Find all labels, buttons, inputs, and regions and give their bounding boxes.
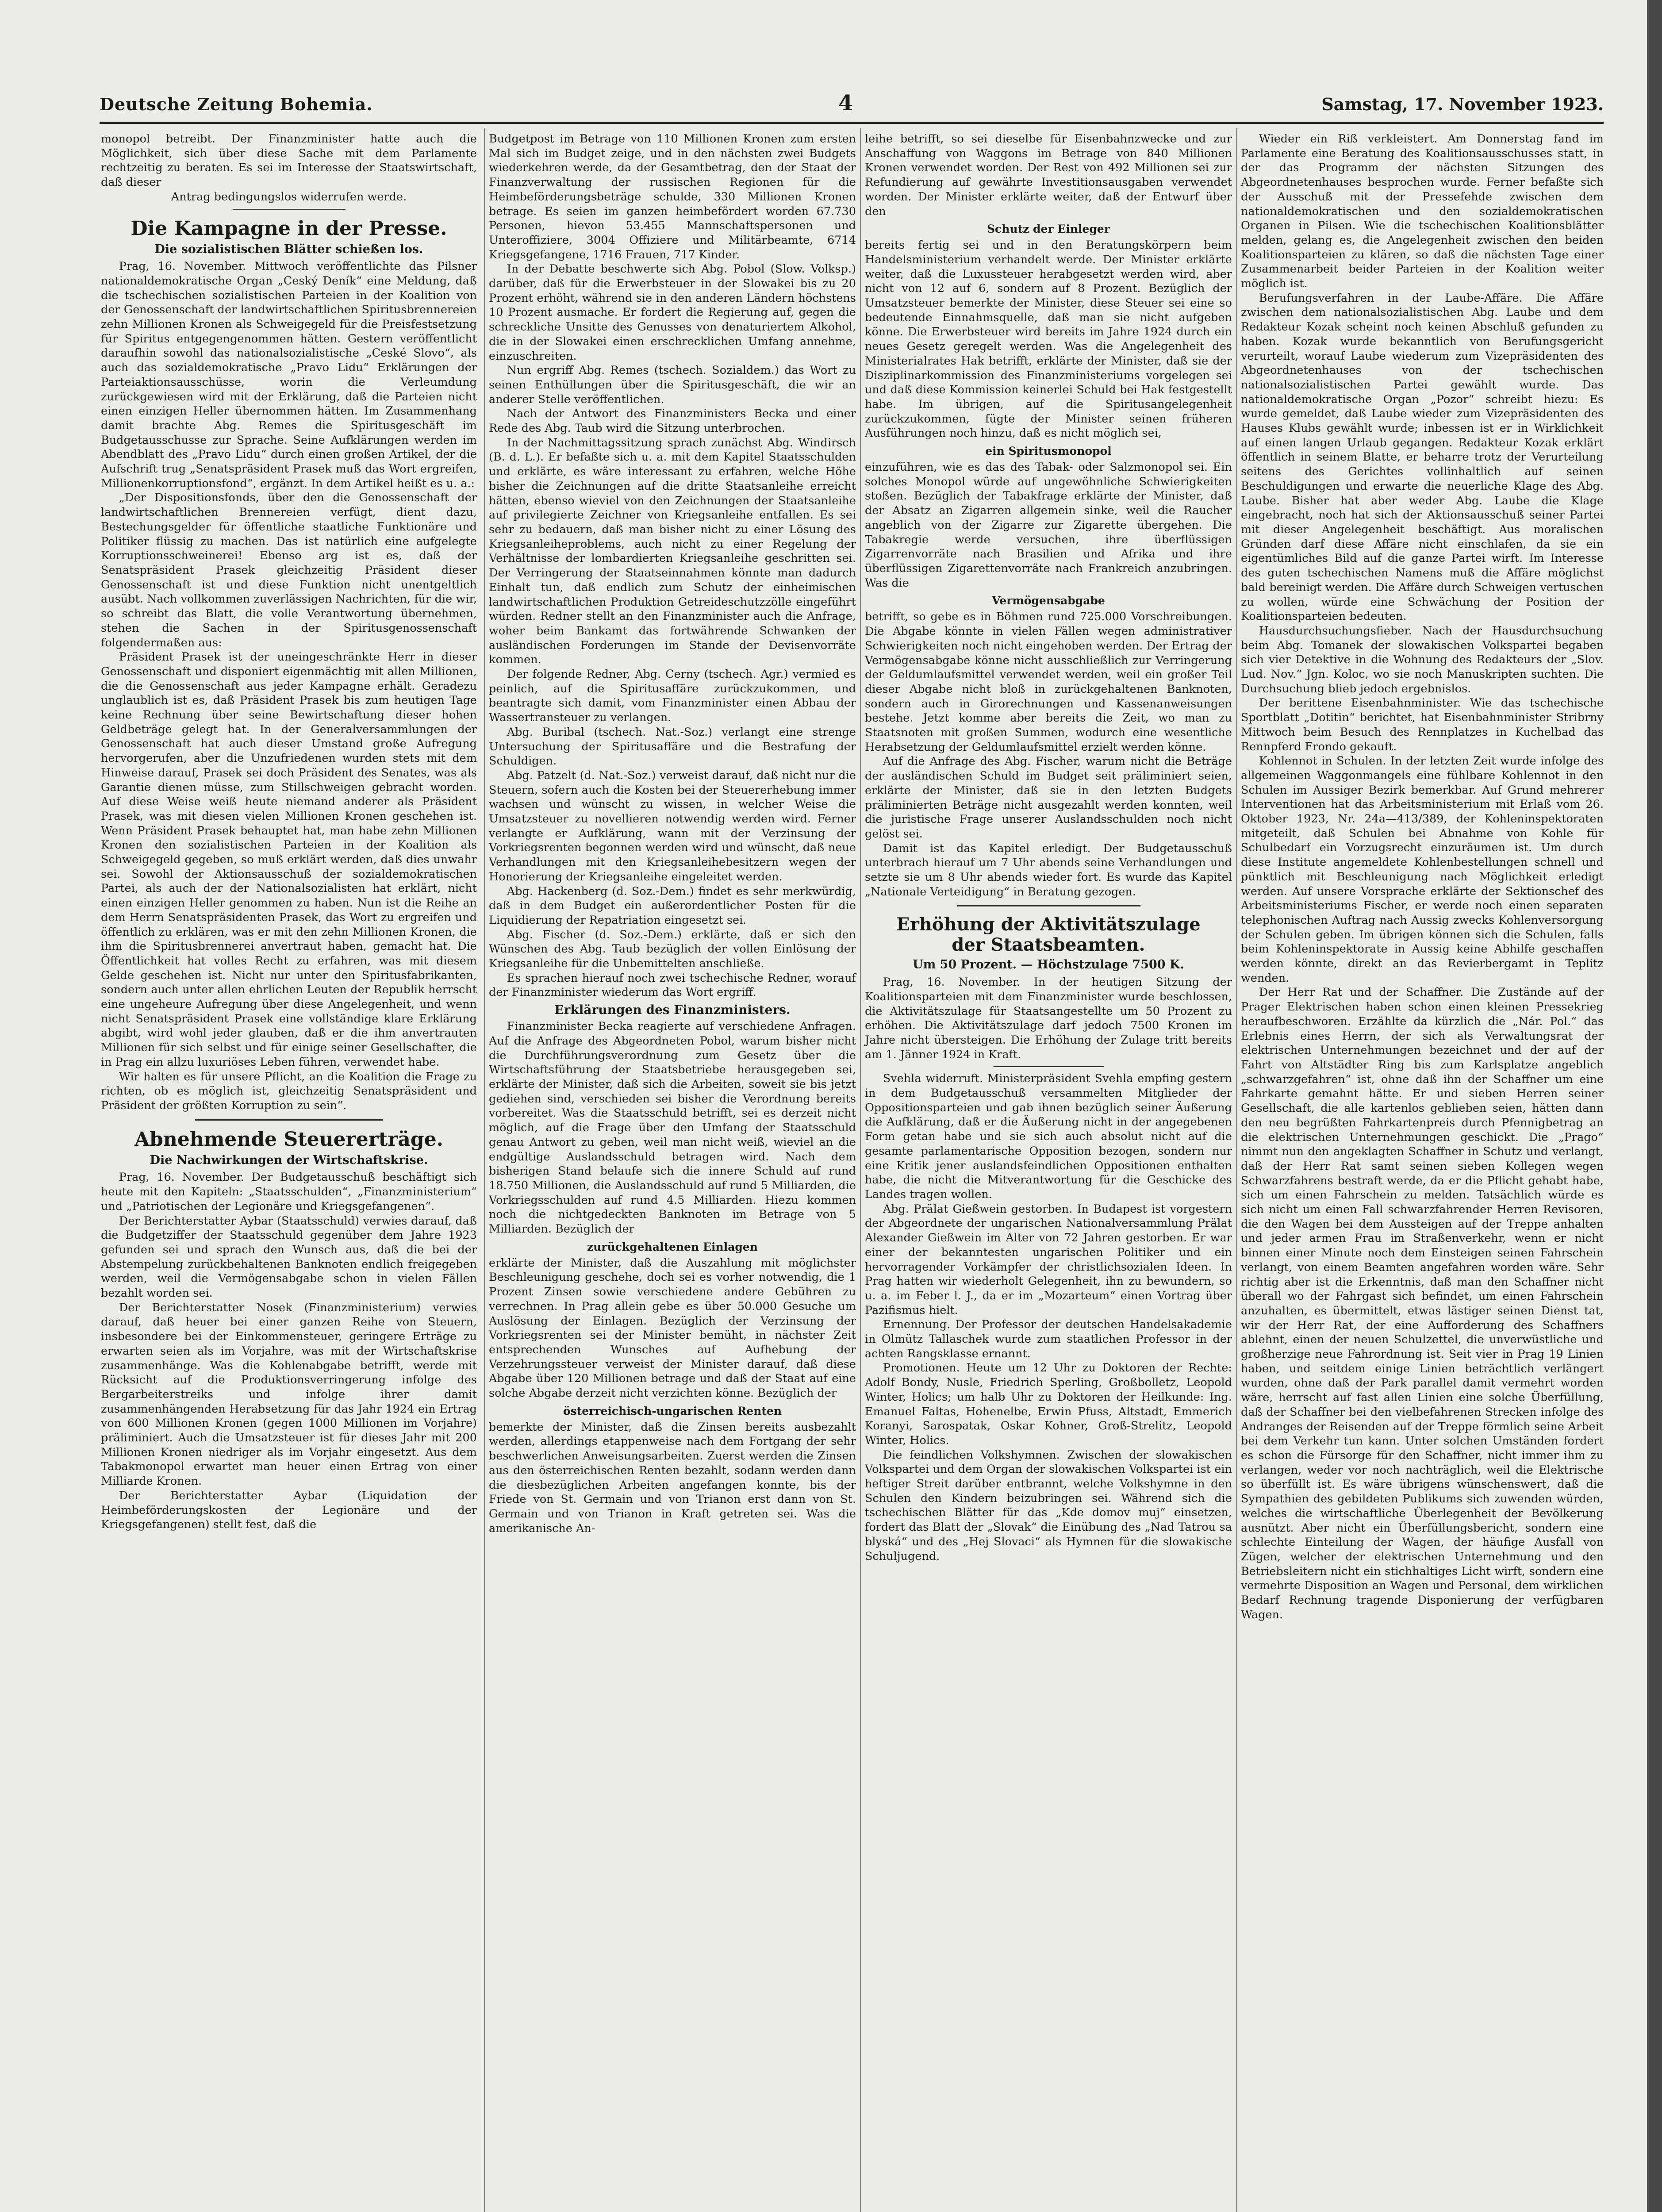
paragraph: Der Berichterstatter Aybar (Staatsschuld) verwies darauf, daß die Budgetziffer der Staatsschuld gegenüber dem Jahre 1923 gefunden sei und sprach den Wunsch aus, daß die bei der Abstempelung zurückbehaltenen Banknoten endlich freigegeben werden, weil die Vermögensabgabe schon in vielen Fällen bezahlt worden sei. — [101, 1214, 477, 1300]
paragraph: Wir halten es für unsere Pflicht, an die Koalition die Frage zu richten, ob es möglich ist, gleichzeitig Senatspräsident und Präsident der größten Korruption zu sein“. — [101, 1070, 477, 1112]
divider — [195, 1119, 383, 1121]
paragraph: Der Berichterstatter Aybar (Liquidation der Heimbeförderungskosten der Legionäre und der Kriegsgefangenen) stellt fest, daß die — [101, 1489, 477, 1532]
subheadline: Um 50 Prozent. — Höchstzulage 7500 K. — [913, 958, 1184, 972]
paragraph: Svehla widerruft. Ministerpräsident Svehla empfing gestern in dem Budgetausschuß versammelten Mitglieder der Oppositionsparteien und gab ihnen bezüglich seiner Äußerung die Aufklärung, daß er die Äußerung nicht in der angegebenen Form getan habe und sie sich auch absolut nicht auf die gesamte parlamentarische Opposition bezogen, sondern nur eine Kritik jener auslandsfeindlichen Oppositionen enthalten habe, die nicht die Mitverantwortung für die Geschicke des Landes tragen wollen. — [865, 1072, 1232, 1201]
paragraph: erklärte der Minister, daß die Auszahlung mit möglichster Beschleunigung geschehe, doch sei es vorher notwendig, die 1 Prozent Zinsen sowie verschiedene andere Gebühren zu verrechnen. In Prag allein gebe es über 50.000 Gesuche um Auslösung der Einlagen. Bezüglich der Verzinsung der Vorkriegsrenten sei der Minister bemüht, in nächster Zeit entsprechenden Wunsches auf Aufhebung der Verzehrungssteuer verweist der Minister darauf, daß diese Abgabe über 120 Millionen betrage und daß der Staat auf eine solche Abgabe derzeit nicht verzichten könne. Bezüglich der — [489, 1256, 856, 1400]
paragraph: bemerkte der Minister, daß die Zinsen bereits ausbezahlt werden, allerdings etappenweise nach dem Fortgang der sehr beschwerlichen Anweisungsarbeiten. Zuerst werden die Zinsen aus den österreichischen Renten bezahlt, sodann werden dann die diesbezüglichen Arbeiten angefangen konnte, bis der Friede von St. Germain und von Trianon erst dann von St. Germain und von Trianon in Kraft getreten sei. Was die amerikanische An- — [489, 1420, 856, 1535]
masthead-title: Deutsche Zeitung Bohemia. — [100, 94, 373, 114]
paragraph: In der Debatte beschwerte sich Abg. Pobol (Slow. Volksp.) darüber, daß für die Erwerbsteuer in der Slowakei bis zu 20 Prozent erhöht, während sie in den anderen Ländern höchstens 10 Prozent ausmache. Er fordert die Regierung auf, gegen die schreckliche Unsitte des Genusses von denaturiertem Alkohol, die in der Slowakei einen erschrecklichen Umfang annehme, einzuschreiten. — [489, 262, 856, 363]
paragraph: Antrag bedingungslos widerrufen werde. — [171, 190, 407, 204]
subsection-heading: Schutz der Einleger — [986, 223, 1110, 236]
divider — [994, 1066, 1104, 1067]
paragraph: Kohlennot in Schulen. In der letzten Zeit wurde infolge des allgemeinen Waggonmangels eine fühlbare Kohlennot in den Schulen im Aussiger Bezirk bemerkbar. Auf Grund mehrerer Interventionen hat das Arbeitsministerium mit Erlaß vom 26. Oktober 1923, Nr. 24a—413/389, der Kohleninspektoraten mitgeteilt, daß Schulen bei Abnahme von Kohle für Schulbedarf ein Vorzugsrecht einzuräumen ist. Um durch diese Institute angemeldete Kohlenbestellungen schnell und pünktlich mit Beschleunigung nach Möglichkeit erledigt werden. Auf unsere Vorsprache erklärte der Sektionschef des Arbeitsministeriums Fischer, er werde noch einen separaten telephonischen Auftrag nach Aussig zwecks Kohlenversorgung der Schulen geben. Im übrigen können sich die Schulen, falls beim Kohleninspektorate in Aussig keine Abhilfe geschaffen werden könnte, direkt an das Revierbergamt in Teplitz wenden. — [1241, 754, 1604, 985]
column-2 — [489, 132, 856, 1536]
paragraph: Der berittene Eisenbahnminister. Wie das tschechische Sportblatt „Dotitin“ berichtet, hat Eisenbahnminister Stribrny Mittwoch beim Besuch des Rennplatzes in Kuchelbad das Rennpferd Frondo gekauft. — [1241, 696, 1604, 753]
paragraph: bereits fertig sei und in den Beratungskörpern beim Handelsministerium verhandelt werde. Der Minister erklärte weiter, daß die Luxussteuer herabgesetzt werden wird, aber nicht von 12 auf 6, sondern auf 8 Prozent. Bezüglich der Umsatzsteuer bemerkte der Minister, diese Steuer sei eine so bedeutende Einnahmsquelle, daß man sie nicht aufgeben könne. Die Erwerbsteuer wird bereits im Jahre 1924 durch ein neues Gesetz geregelt werden. Was die Angelegenheit des Ministerialrates Hak betrifft, erklärte der Minister, daß sie der Disziplinarkommission des Finanzministeriums vorgelegen sei und daß diese Kommission keinerlei Schuld bei Hak festgestellt habe. Im übrigen, auf die Spiritusangelegenheit zurückzukommen, fügte der Minister seinen früheren Ausführungen noch hinzu, daß es nicht möglich sei, — [865, 238, 1232, 440]
paragraph: Hausdurchsuchungsfieber. Nach der Hausdurchsuchung beim Abg. Tomanek der slowakischen Volkspartei begaben sich vier Detektive in die Wohnung des Redakteurs der „Slov. Lud. Nov.“ Jgn. Koloc, wo sie noch Manuskripten suchten. Die Durchsuchung blieb jedoch ergebnislos. — [1241, 624, 1604, 695]
paragraph: Nun ergriff Abg. Remes (tschech. Sozialdem.) das Wort zu seinen Enthüllungen über die Spiritusgeschäft, die wir an anderer Stelle veröffentlichen. — [489, 364, 856, 406]
paragraph: Nach der Antwort des Finanzministers Becka und einer Rede des Abg. Taub wird die Sitzung unterbrochen. — [489, 407, 856, 435]
paragraph: Abg. Fischer (d. Soz.-Dem.) erklärte, daß er sich den Wünschen des Abg. Taub bezüglich der vollen Einlösung der Kriegsanleihe für die Unbemittelten anschließe. — [489, 928, 856, 971]
paragraph: leihe betrifft, so sei dieselbe für Eisenbahnzwecke und zur Anschaffung von Waggons im Betrage von 840 Millionen Kronen verwendet worden. Der Rest von 492 Millionen sei zur Refundierung auf gewährte Investitionsausgaben verwendet worden. Der Minister erklärte weiter, daß der Entwurf über den — [865, 132, 1232, 218]
headline: Die Kampagne in der Presse. — [131, 217, 447, 240]
subsection-heading: zurückgehaltenen Einlagen — [587, 1240, 758, 1253]
paragraph: Abg. Buribal (tschech. Nat.-Soz.) verlangt eine strenge Untersuchung der Spiritusaffäre und die Bestrafung der Schuldigen. — [489, 725, 856, 768]
paragraph: Abg. Prälat Gießwein gestorben. In Budapest ist vorgestern der Abgeordnete der ungarischen Nationalversammlung Prälat Alexander Gießwein im Alter von 72 Jahren gestorben. Er war einer der bekanntesten ungarischen Politiker und ein hervorragender Vorkämpfer der christlichsozialen Ideen. In Prag hatten wir wiederholt Gelegenheit, ihn zu bewundern, so u. a. im Feber l. J., da er im „Mozarteum“ einen Vortrag über Pazifismus hielt. — [865, 1202, 1232, 1317]
issue-date: Samstag, 17. November 1923. — [1321, 94, 1604, 114]
column-rule — [860, 128, 861, 2212]
paragraph: Abg. Hackenberg (d. Soz.-Dem.) findet es sehr merkwürdig, daß in dem Budget ein außerordentlicher Posten für die Liquidierung der Repatriation eingesetzt sei. — [489, 884, 856, 927]
paragraph: Budgetpost im Betrage von 110 Millionen Kronen zum ersten Mal sich im Budget zeige, und in den nächsten zwei Budgets wiederkehren werde, da der Gesamtbetrag, den der Staat der Finanzverwaltung der russischen Regionen für die Heimbeförderungsbeträge schulde, 330 Millionen Kronen betrage. Es seien im ganzen heimbefördert worden 67.730 Personen, hievon 53.455 Mannschaftspersonen und Unteroffiziere, 3004 Offiziere und Militärbeamte, 6714 Kriegsgefangene, 1716 Frauen, 717 Kinder. — [489, 132, 856, 261]
column-rule — [1236, 128, 1237, 2212]
paragraph: monopol betreibt. Der Finanzminister hatte auch die Möglichkeit, sich über diese Sache mit dem Parlamente rechtzeitig zu beraten. Es sei im Interesse der Staatswirtschaft, daß dieser — [101, 132, 477, 189]
paragraph: Der folgende Redner, Abg. Cerny (tschech. Agr.) vermied es peinlich, auf die Spiritusaffäre zurückzukommen, und beantragte sich damit, vom Finanzminister einen Abbau der Wassertransteuer zu verlangen. — [489, 668, 856, 725]
column-rule — [484, 128, 485, 2212]
paragraph: Prag, 16. November. Mittwoch veröffentlichte das Pilsner nationaldemokratische Organ „Ceský Deník“ eine Meldung, daß die tschechischen sozialistischen Parteien in der Koalition von der Genossenschaft der landwirtschaftlichen Spiritusbrennereien zehn Millionen Kronen als Schweigegeld für die Preisfestsetzung für Spiritus entgegengenommen hätten. Gestern veröffentlicht daraufhin sowohl das nationalsozialistische „Ceské Slovo“, als auch das sozialdemokratische „Pravo Lidu“ Erklärungen der Parteiaktionsausschüsse, worin die Verleumdung zurückgewiesen wird mit der Erklärung, daß die Parteien nicht einen einzigen Heller übernommen hätten. Im Zusammenhang damit brachte Abg. Remes die Spiritusgeschäft im Budgetausschusse zur Sprache. Seine Aufklärungen werden im Abendblatt des „Pravo Lidu“ durch einen großen Artikel, der die Aufschrift trug „Senatspräsident Prasek muß das Wort ergreifen, Millionenkorruptionsfond“, ergänzt. In dem Artikel heißt es u. a.: — [101, 260, 477, 490]
paragraph: einzuführen, wie es das des Tabak- oder Salzmonopol sei. Ein solches Monopol würde auf ungewöhnliche Schwierigkeiten stoßen. Bezüglich der Tabakfrage erklärte der Minister, daß der Absatz an Zigarren allgemein sinke, weil die Raucher angeblich von der Zigarre zur Zigarette übergehen. Die Tabakregie werde versuchen, ihre überflüssigen Zigarrenvorräte nach Brasilien und Afrika und ihre überflüssigen Zigarettenvorräte nach Frankreich anzubringen. Was die — [865, 461, 1232, 590]
paragraph: Es sprachen hierauf noch zwei tschechische Redner, worauf der Finanzminister wiederum das Wort ergriff. — [489, 971, 856, 999]
page-number: 4 — [838, 91, 853, 115]
paragraph: Ernennung. Der Professor der deutschen Handelsakademie in Olmütz Tallaschek wurde zum staatlichen Professor in der achten Rangsklasse ernannt. — [865, 1318, 1232, 1360]
headline: der Staatsbeamten. — [952, 934, 1145, 956]
scan-edge — [1647, 0, 1662, 2212]
column-3 — [865, 132, 1232, 1563]
headline: Abnehmende Steuererträge. — [134, 1128, 444, 1151]
paragraph: Präsident Prasek ist der uneingeschränkte Herr in dieser Genossenschaft und disponiert eigenmächtig mit allen Millionen, die die Genossenschaft aus jeder Kampagne erhält. Geradezu unglaublich ist es, daß Präsident Prasek bis zum heutigen Tage keine Rechnung über seine Bewirtschaftung dieser hohen Geldbeträge gelegt hat. In der Generalversammlungen der Genossenschaft hat auch dieser Umstand große Aufregung hervorgerufen, aber die Unzufriedenen wurden stets mit dem Hinweise darauf, Prasek sei doch Präsident des Senates, was als Garantie dienen müsse, zum Stillschweigen gebracht worden. Auf diese Weise weiß heute niemand anderer als Präsident Prasek, was mit diesen vielen Millionen Kronen geschehen ist. Wenn Präsident Prasek behauptet hat, man habe zehn Millionen Kronen den sozialistischen Parteien in der Koalition als Schweigegeld gegeben, so muß erklärt werden, daß dies unwahr sei. Sowohl der Aktionsausschuß der sozialdemokratischen Partei, als auch der der Nationalsozialisten hat erklärt, nicht einen einzigen Heller genommen zu haben. Nun ist die Reihe an dem Herrn Senatspräsidenten Prasek, das Wort zu ergreifen und öffentlich zu erklären, was er mit den zehn Millionen Kronen, die ihm die Spiritusbrennerei anvertraut haben, gemacht hat. Die Öffentlichkeit hat volles Recht zu erfahren, was mit diesem Gelde geschehen ist. Nicht nur unter den Spiritusfabrikanten, sondern auch unter allen ehrlichen Leuten der Republik herrscht eine ungeheure Aufregung über diese Angelegenheit, und wenn nicht Senatspräsident Prasek eine vollständige klare Erklärung abgibt, wird wohl jeder glauben, daß er die ihm anvertrauten Millionen für sich selbst und für einige seiner Gesellschafter, die in Prag ein allzu luxuriöses Leben führen, verwendet habe. — [101, 650, 477, 1069]
headline: Erhöhung der Aktivitätszulage — [896, 914, 1201, 935]
paragraph: Abg. Patzelt (d. Nat.-Soz.) verweist darauf, daß nicht nur die Steuern, sofern auch die Kosten bei der Steuererhebung immer wachsen und wünscht zu wissen, in welcher Weise die Umsatzsteuer zu novellieren notwendig werden wird. Ferner verlangte er Aufklärung, wann mit der Verzinsung der Vorkriegsrenten begonnen werden wird und wünscht, daß neue Verhandlungen mit den Kriegsanleihebesitzern wegen der Honorierung der Kriegsanleihe eingeleitet werden. — [489, 768, 856, 883]
paragraph: Auf die Anfrage des Abg. Fischer, warum nicht die Beträge der ausländischen Schuld im Budget seit präliminiert seien, erklärte der Minister, daß sie in den letzten Budgets präliminierten Beträge nicht ausgezahlt werden konnten, weil die juristische Frage unserer Auslandsschulden noch nicht gelöst sei. — [865, 755, 1232, 841]
paragraph: Prag, 16. November. In der heutigen Sitzung der Koalitionsparteien mit dem Finanzminister wurde beschlossen, die Aktivitätszulage für Staatsangestellte um 50 Prozent zu erhöhen. Die Aktivitätszulage darf jedoch 7500 Kronen im Jahre nicht übersteigen. Die Erhöhung der Zulage tritt bereits am 1. Jänner 1924 in Kraft. — [865, 975, 1232, 1061]
paragraph: Wieder ein Riß verkleistert. Am Donnerstag fand im Parlamente eine Beratung des Koalitionsausschusses statt, in der das Programm der nächsten Sitzungen des Abgeordnetenhauses besprochen wurde. Ferner befaßte sich der Ausschuß mit der Pressefehde zwischen dem nationaldemokratischen und den sozialdemokratischen Organen in Pilsen. Wie die tschechischen Koalitionsblätter melden, gelang es, die Angelegenheit zwischen den beiden Koalitionsparteien zu klären, so daß die nächsten Tage einer Zusammenarbeit beider Parteien in der Koalition weiter möglich ist. — [1241, 132, 1604, 291]
subsection-heading: ein Spiritusmonopol — [985, 445, 1112, 458]
paragraph: Promotionen. Heute um 12 Uhr zu Doktoren der Rechte: Adolf Bondy, Nusle, Friedrich Sperling, Großbolletz, Leopold Winter, Holics; um halb Uhr zu Doktoren der Heilkunde: Ing. Emanuel Faltas, Hohenelbe, Erwin Pfuss, Altstadt, Emmerich Koranyi, Sarospatak, Oskar Kohner, Groß-Strelitz, Leopold Winter, Holics. — [865, 1361, 1232, 1447]
paragraph: „Der Dispositionsfonds, über den die Genossenschaft der landwirtschaftlichen Brennereien verfügt, dient dazu, Bestechungsgelder für öffentliche staatliche Funktionäre und Politiker flüssig zu machen. Das ist natürlich eine aufgelegte Korruptionsschweinerei! Ebenso arg ist es, daß der Senatspräsident Prasek gleichzeitig Präsident dieser Genossenschaft ist und diese Funktion nicht unentgeltlich ausübt. Nach vollkommen zuverlässigen Nachrichten, für die wir, so schreibt das Blatt, die volle Verantwortung übernehmen, stehen die Sachen in der Spiritusgenossenschaft folgendermaßen aus: — [101, 491, 477, 649]
paragraph: Berufungsverfahren in der Laube-Affäre. Die Affäre zwischen dem nationalsozialistischen Abg. Laube und dem Redakteur Kozak scheint noch keinen Abschluß gefunden zu haben. Kozak wurde bekanntlich von Berufungsgericht verurteilt, worauf Laube wiederum zum Vizepräsidenten des Abgeordnetenhauses von der tschechischen nationalsozialistischen Partei gewählt wurde. Das nationaldemokratische Organ „Pozor“ schreibt hiezu: Es wurde gemeldet, daß Laube wieder zum Vizepräsidenten des Hauses Klubs gewählt wurde; inbessen ist er in Wirklichkeit auf einen langen Urlaub gegangen. Redakteur Kozak erklärt öffentlich in seinem Blatte, er beharre trotz der Verurteilung seitens des Gerichtes vollinhaltlich auf seinen Beschuldigungen und erwarte die neuerliche Klage des Abg. Laube. Bisher hat aber weder Abg. Laube die Klage eingebracht, noch hat sich der Aktionsausschuß seiner Partei mit dieser Angelegenheit beschäftigt. Aus moralischen Gründen darf diese Affäre nicht einschlafen, da sie ein eigentümliches Bild auf die ganze Partei wirft. Im Interesse des guten tschechischen Namens muß die Affäre möglichst bald bereinigt werden. Die Affäre durch Schweigen vertuschen zu wollen, würde eine Schwächung der Position der Koalitionsparteien bedeuten. — [1241, 291, 1604, 623]
paragraph: Prag, 16. November. Der Budgetausschuß beschäftigt sich heute mit den Kapiteln: „Staatsschulden“, „Finanzministerium“ und „Patriotischen der Legionäre und Kriegsgefangenen“. — [101, 1171, 477, 1213]
paragraph: In der Nachmittagssitzung sprach zunächst Abg. Windirsch (B. d. L.). Er befaßte sich u. a. mit dem Kapitel Staatsschulden und erklärte, es wäre interessant zu erfahren, welche Höhe bisher die Zeichnungen auf die dritte Staatsanleihe erreicht hätten, ebenso wieviel von den Zeichnungen der Staatsanleihe auf privilegierte Zeichner von Kriegsanleihe entfallen. Es sei sehr zu bedauern, daß man bisher nicht zu einer Lösung des Kriegsanleiheproblems, auch nicht zu einer Regelung der Verhältnisse der lombardierten Kriegsanleihe geschritten sei. Der Verringerung der Staatseinnahmen könnte man dadurch Einhalt tun, daß endlich zum Schutz der einheimischen landwirtschaftlichen Produktion Getreideschutzzölle eingeführt würden. Redner stellt an den Finanzminister auch die Anfrage, woher beim Bankamt das fortwährende Schwanken der ausländischen Forderungen im Stande der Devisenvorräte kommen. — [489, 436, 856, 667]
subheadline: Die Nachwirkungen der Wirtschaftskrise. — [150, 1153, 428, 1167]
paragraph: Damit ist das Kapitel erledigt. Der Budgetausschuß unterbrach hierauf um 7 Uhr abends seine Verhandlungen und setzte sie um 8 Uhr abends wieder fort. Es wurde das Kapitel „Nationale Verteidigung“ in Beratung gezogen. — [865, 841, 1232, 899]
paragraph: Finanzminister Becka reagierte auf verschiedene Anfragen. Auf die Anfrage des Abgeordneten Pobol, warum bisher nicht die Durchführungsverordnung zum Gesetz über die Wirtschaftsführung der Staatsbetriebe herausgegeben sei, erklärte der Minister, daß sich die Arbeiten, soweit sie bis jetzt gediehen sind, verschieden sei bisher die Verordnung bereits vorbereitet. Was die Staatsschuld betrifft, sei es derzeit nicht möglich, auf die Frage über den Umfang der Staatsschuld genau Antwort zu geben, weil man nicht weiß, wieviel an die endgültige Auslandsschuld betragen wird. Nach dem bisherigen Stand belaufe sich die innere Schuld auf rund 18.750 Millionen, die Auslandsschuld auf rund 5 Milliarden, die Vorkriegsschulden auf rund 4.5 Milliarden. Hiezu kommen noch die nichtgedeckten Banknoten im Betrage von 5 Milliarden. Bezüglich der — [489, 1020, 856, 1236]
subsection-heading: österreichisch-ungarischen Renten — [563, 1404, 782, 1417]
subsection-heading: Vermögensabgabe — [992, 594, 1105, 607]
section-heading: Erklärungen des Finanzministers. — [554, 1002, 791, 1018]
page-header — [100, 91, 1604, 124]
subheadline: Die sozialistischen Blätter schießen los. — [154, 242, 423, 256]
divider — [957, 905, 1140, 906]
paragraph: Der Berichterstatter Nosek (Finanzministerium) verwies darauf, daß heuer bei einer ganzen Reihe von Steuern, insbesondere bei der Einkommensteuer, geringere Erträge zu erwarten seien als im Vorjahre, was mit der Wirtschaftskrise zusammenhänge. Was die Kohlenabgabe betrifft, werde mit Rücksicht auf die Produktionsverringerung infolge des Bergarbeiterstreiks und infolge ihrer damit zusammenhängenden Herabsetzung für das Jahr 1924 ein Ertrag von 600 Millionen Kronen (gegen 1000 Millionen im Vorjahre) präliminiert. Auch die Umsatzsteuer ist für dieses Jahr mit 200 Millionen Kronen niedriger als im Vorjahr eingesetzt. Aus dem Tabakmonopol erwartet man heuer einen Ertrag von einer Milliarde Kronen. — [101, 1301, 477, 1488]
paragraph: Der Herr Rat und der Schaffner. Die Zustände auf der Prager Elektrischen haben schon einen kleinen Pressekrieg heraufbeschworen. Erzählte da kürzlich die „Nár. Pol.“ das Erlebnis eines Herrn, der sich als Verwaltungsrat der elektrischen Unternehmungen bezeichnet und der auf der Fahrt von Altstädter Ring bis zum Karlsplatze angeblich „schwarzgefahren“ ist, ohne daß ihn der Schaffner um eine Fahrkarte gemahnt hätte. Er und sieben Herren seiner Gesellschaft, die alle kartenlos geblieben seien, hätten dann den neu begrüßten Fahrkartenpreis durch Pfennigbetrag an die elektrischen Unternehmungen geschickt. Die „Prago“ nimmt nun den angeklagten Schaffner in Schutz und verlangt, daß der Herr Rat samt seinen sieben Kollegen wegen Schwarzfahrens bestraft werde, da er die Pflicht gehabt habe, sich um einen Fahrschein zu melden. Tatsächlich würde es sich nicht um einen Fall schwarzfahrender Herren Revisoren, die den Wagen bei dem Aussteigen auf der Treppe anhalten und jeder armen Frau im Straßenverkehr, wenn er nicht binnen einer Minute noch dem Einsteigen seinen Fahrschein verlangt, von einem Beamten angefahren worden wäre. Sehr richtig aber ist die Erkenntnis, daß man den Schaffner nicht überall wo der Fahrgast sich befindet, um einen Fahrschein anzuhalten, es übermittelt, etwas lästiger seinen Dienst tat, wir der Herr Rat, der eine Aufforderung des Schaffners ablehnt, einen der neuen Schulzettel, die unverwüstliche und großherzige neue Fahrordnung ist. Seit vier in Prag 19 Linien haben, und seitdem einige Linien beträchtlich verlängert wurden, ohne daß der Park parallel damit vermehrt worden wäre, herrscht auf fast allen Linien eine solche Überfüllung, daß der Schaffner bei den vielbefahrenen Strecken infolge des Andranges der Reisenden auf der Treppe förmlich seine Arbeit bei dem Verkehr tun kann. Unter solchen Umständen fordert es schon die Fürsorge für den Schaffner, nicht immer ihm zu verlangen, weder vor noch nachträglich, weil die Elektrische so überfüllt ist. Es wäre übrigens wünschenswert, daß die Sympathien des gebildeten Publikums sich zuwenden würden, welches die wirtschaftliche Überlegenheit der Bevölkerung ausnützt. Aber nicht ein Überfüllungsbericht, sondern eine schlechte Einteilung der Wagen, der häufige Ausfall von Zügen, welcher der elektrischen Unternehmung und den Betriebsleitern nicht ein stichhaltiges Licht wirft, sondern eine vermehrte Disposition an Wagen und Personal, dem wirklichen Bedarf Rechnung tragende Disponierung der verfügbaren Wagen. — [1241, 986, 1604, 1621]
divider — [233, 209, 345, 210]
paragraph: betrifft, so gebe es in Böhmen rund 725.000 Vorschreibungen. Die Abgabe könnte in vielen Fällen wegen administrativer Schwierigkeiten noch nicht eingehoben werden. Der Ertrag der Vermögensabgabe könne nicht ausschließlich zur Verringerung der Geldumlaufsmittel verwendet werden, weil ein großer Teil dieser Abgabe nicht bloß in zurückgehaltenen Banknoten, sondern auch in Girorechnungen und Kassenanweisungen bestehe. Jetzt komme aber bereits die Zeit, wo man zu Staatsnoten mit großen Summen, wodurch eine wesentliche Herabsetzung der Geldumlaufsmittel erzielt werden könne. — [865, 610, 1232, 754]
paragraph: Die feindlichen Volkshymnen. Zwischen der slowakischen Volkspartei und dem Organ der slowakischen Volkspartei ist ein heftiger Streit darüber entbrannt, welche Volkshymne in den Schulen den Kindern beizubringen sei. Während sich die tschechischen Blätter für das „Kde domov muj“ einsetzen, fordert das Blatt der „Slovak“ die Einübung des „Nad Tatrou sa blyská“ und des „Hej Slovaci“ als Hymnen für die slowakische Schuljugend. — [865, 1448, 1232, 1563]
column-4 — [1241, 132, 1604, 1622]
column-1 — [101, 132, 477, 1532]
